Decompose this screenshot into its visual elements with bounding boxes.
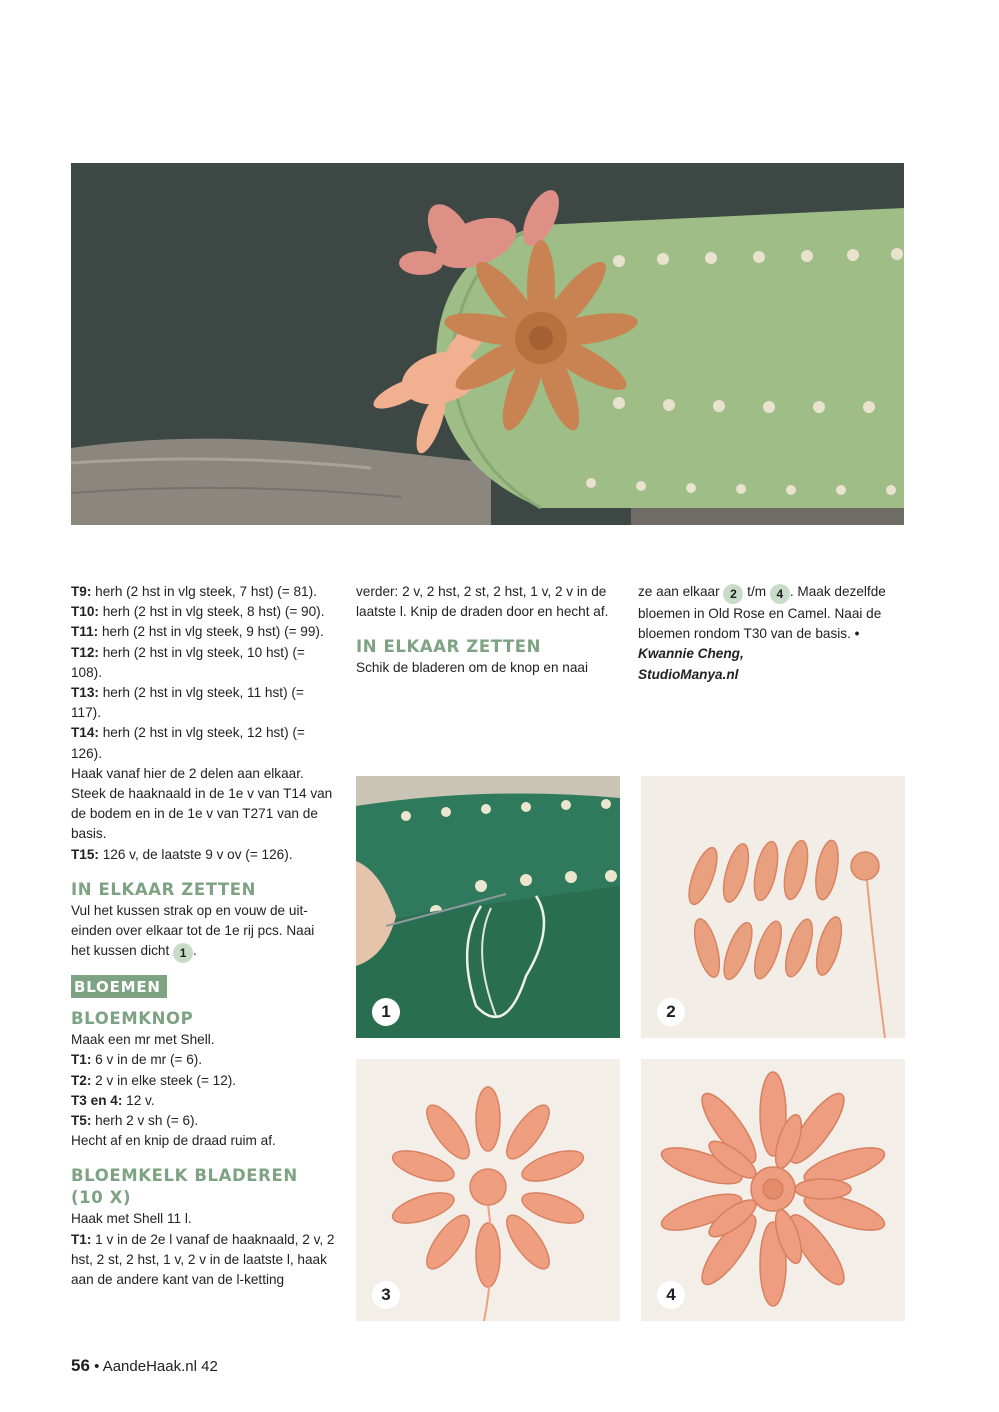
step-photo-1	[356, 776, 620, 1038]
bud-row-t1: T1: 6 v in de mr (= 6).	[71, 1052, 203, 1068]
row-t14: T14: herh (2 hst in vlg steek, 12 hst) (= 126).	[71, 725, 305, 761]
assemble-instructions: Vul het kussen strak op en vouw de uit-einden over elkaar tot de 1e rij pcs. Naai het kussen dicht 1 .	[71, 901, 336, 963]
page-footer	[71, 1356, 218, 1376]
leaves-continued: verder: 2 v, 2 hst, 2 st, 2 hst, 1 v, 2 v in de laatste l. Knip de draden door en hecht af.	[356, 584, 609, 620]
magazine-name: AandeHaak.nl 42	[102, 1358, 218, 1375]
assemble-flowers-continued: ze aan elkaar 2 t/m 4 . Maak dezelfde bloemen in Old Rose en Camel. Naai de bloemen rondom T30 van de basis. •	[638, 584, 886, 642]
row-t15: T15: 126 v, de laatste 9 v ov (= 126).	[71, 846, 293, 862]
leaves-intro: Haak met Shell 11 l.	[71, 1211, 192, 1227]
section-tag-bloemen: BLOEMEN	[71, 975, 167, 998]
column-2	[356, 582, 624, 679]
bud-row-t5: T5: herh 2 v sh (= 6).	[71, 1113, 199, 1129]
step-number-4: 4	[657, 1281, 685, 1309]
step-number-3: 3	[372, 1281, 400, 1309]
row-t13: T13: herh (2 hst in vlg steek, 11 hst) (= 117).	[71, 685, 304, 721]
row-t9: T9: herh (2 hst in vlg steek, 7 hst) (= 81).	[71, 584, 317, 599]
bud-finish: Hecht af en knip de draad ruim af.	[71, 1133, 276, 1149]
assemble-flowers-instructions: Schik de bladeren om de knop en naai	[356, 660, 589, 676]
column-3	[638, 582, 908, 685]
row-t12: T12: herh (2 hst in vlg steek, 10 hst) (= 108).	[71, 644, 305, 680]
step-4-illustration	[641, 1059, 905, 1321]
bud-row-t3-4: T3 en 4: 12 v.	[71, 1092, 155, 1108]
step-ref-4: 4	[770, 584, 790, 604]
bud-intro: Maak een mr met Shell.	[71, 1032, 215, 1048]
author-site: StudioManya.nl	[638, 666, 739, 682]
step-ref-1: 1	[173, 943, 193, 963]
heading-bloemknop: BLOEMKNOP	[71, 1009, 194, 1029]
join-instructions: Haak vanaf hier de 2 delen aan elkaar. Steek de haaknaald in de 1e v van T14 van de bodem en in de 1e v van T271 van de basis.	[71, 765, 333, 842]
step-2-illustration	[641, 776, 905, 1038]
page-number: 56	[71, 1356, 90, 1375]
hero-photo	[71, 163, 904, 525]
bud-row-t2: T2: 2 v in elke steek (= 12).	[71, 1072, 237, 1088]
step-photo-2	[641, 776, 905, 1038]
step-3-illustration	[356, 1059, 620, 1321]
column-1	[71, 582, 336, 1290]
hero-illustration	[71, 163, 904, 525]
heading-in-elkaar-zetten: IN ELKAAR ZETTEN	[71, 879, 257, 899]
end-bullet: •	[854, 626, 860, 642]
heading-in-elkaar-zetten-2: IN ELKAAR ZETTEN	[356, 637, 542, 657]
footer-separator: •	[94, 1358, 100, 1375]
heading-bloemkelk-bladeren: BLOEMKELK BLADEREN (10 X)	[71, 1166, 298, 1208]
step-photo-4	[641, 1059, 905, 1321]
step-1-illustration	[356, 776, 620, 1038]
step-ref-2: 2	[723, 584, 743, 604]
leaves-row-t1: T1: 1 v in de 2e l vanaf de haaknaald, 2 v, 2 hst, 2 st, 2 hst, 1 v, 2 v in de laatste l, haak aan de andere kant van de l-ketting	[71, 1231, 335, 1288]
step-number-2: 2	[657, 998, 685, 1026]
author-credit: Kwannie Cheng,	[638, 646, 744, 662]
step-photo-3	[356, 1059, 620, 1321]
step-number-1: 1	[372, 998, 400, 1026]
row-t11: T11: herh (2 hst in vlg steek, 9 hst) (= 99).	[71, 624, 324, 640]
row-t10: T10: herh (2 hst in vlg steek, 8 hst) (= 90).	[71, 604, 325, 620]
